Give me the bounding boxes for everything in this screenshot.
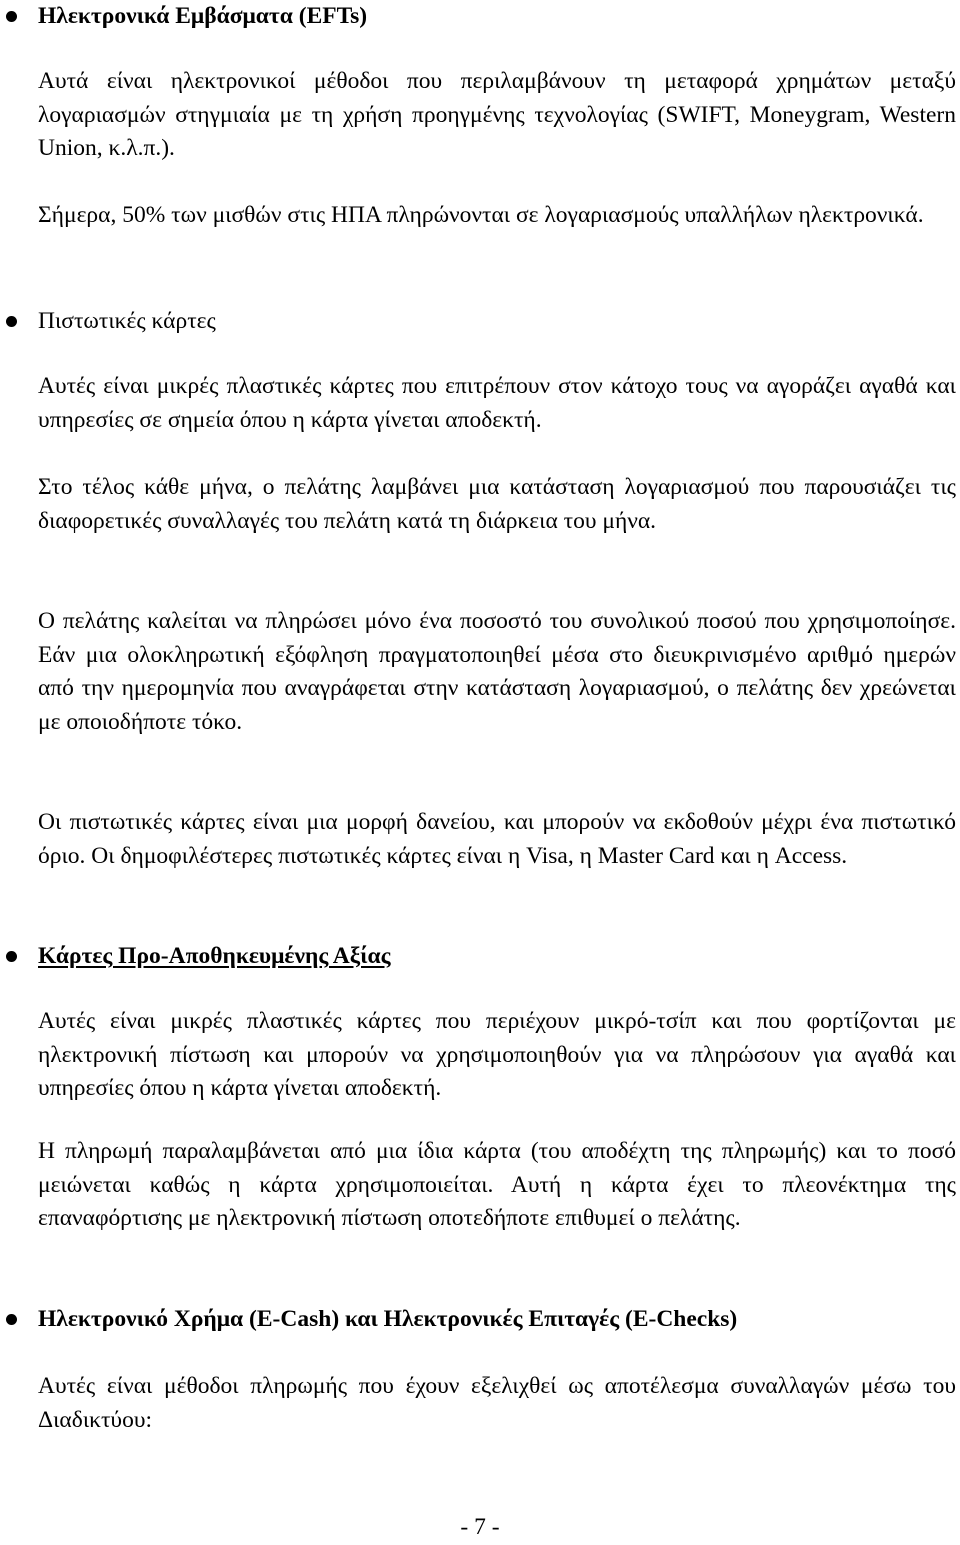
paragraph: Αυτά είναι ηλεκτρονικοί μέθοδοι που περιλαμβάνουν τη μεταφορά χρημάτων μεταξύ λογαριασμών στηγμιαία με τη χρήση προηγμένης τεχνολογίας (SWIFT, Moneygram, Western Union, κ.λ.π.). [38,68,956,161]
paragraph: Στο τέλος κάθε μήνα, ο πελάτης λαμβάνει μια κατάσταση λογαριασμού που παρουσιάζει τις διαφορετικές συναλλαγές του πελάτη κατά τη διάρκεια του μήνα. [38,474,956,534]
heading-text: Ηλεκτρονικά Εμβάσματα (EFTs) [38,3,368,29]
section-heading-efts [0,0,960,34]
paragraph: Η πληρωμή παραλαμβάνεται από μια ίδια κάρτα (του αποδέχτη της πληρωμής) και το ποσό μειώνεται καθώς η κάρτα χρησιμοποιείται. Αυτή η κάρτα έχει το πλεονέκτημα της επαναφόρτισης με ηλεκτρονική πίστωση οποτεδήποτε επιθυμεί ο πελάτης. [38,1138,956,1231]
heading-text: Κάρτες Προ-Αποθηκευμένης Αξίας [38,943,391,969]
heading-text: Πιστωτικές κάρτες [38,308,216,334]
paragraph: Αυτές είναι μικρές πλαστικές κάρτες που επιτρέπουν στον κάτοχο τους να αγοράζει αγαθά και υπηρεσίες σε σημεία όπου η κάρτα γίνεται αποδεκτή. [38,373,956,433]
paragraph: Αυτές είναι μέθοδοι πληρωμής που έχουν εξελιχθεί ως αποτέλεσμα συναλλαγών μέσω του Διαδικτύου: [38,1373,956,1433]
section-heading-stored-value-cards [0,940,960,974]
paragraph: Ο πελάτης καλείται να πληρώσει μόνο ένα ποσοστό του συνολικού ποσού που χρησιμοποίησε. Εάν μια ολοκληρωτική εξόφληση πραγματοποιηθεί μέσα στο διευκρινισμένο αριθμό ημερών από την ημερομηνία που αναγράφεται στην κατάσταση λογαριασμού, ο πελάτης δεν χρεώνεται με οποιοδήποτε τόκο. [38,608,956,735]
bullet-icon [6,951,17,962]
heading-text: Ηλεκτρονικό Χρήμα (E-Cash) και Ηλεκτρονικές Επιταγές (E-Checks) [38,1306,738,1332]
section-heading-e-cash [0,1303,960,1337]
paragraph: Οι πιστωτικές κάρτες είναι μια μορφή δανείου, και μπορούν να εκδοθούν μέχρι ένα πιστωτικό όριο. Οι δημοφιλέστερες πιστωτικές κάρτες είναι η Visa, η Master Card και η Access. [38,809,956,869]
page-number: - 7 - [460,1514,500,1540]
paragraph: Αυτές είναι μικρές πλαστικές κάρτες που περιέχουν μικρό-τσίπ και που φορτίζονται με ηλεκτρονική πίστωση και μπορούν να χρησιμοποιηθούν για να πληρώσουν για αγαθά και υπηρεσίες όπου η κάρτα γίνεται αποδεκτή. [38,1008,956,1101]
paragraph: Σήμερα, 50% των μισθών στις ΗΠΑ πληρώνονται σε λογαριασμούς υπαλλήλων ηλεκτρονικά. [38,202,924,228]
bullet-icon [6,316,17,327]
section-heading-credit-cards [0,305,960,339]
bullet-icon [6,1314,17,1325]
bullet-icon [6,11,17,22]
